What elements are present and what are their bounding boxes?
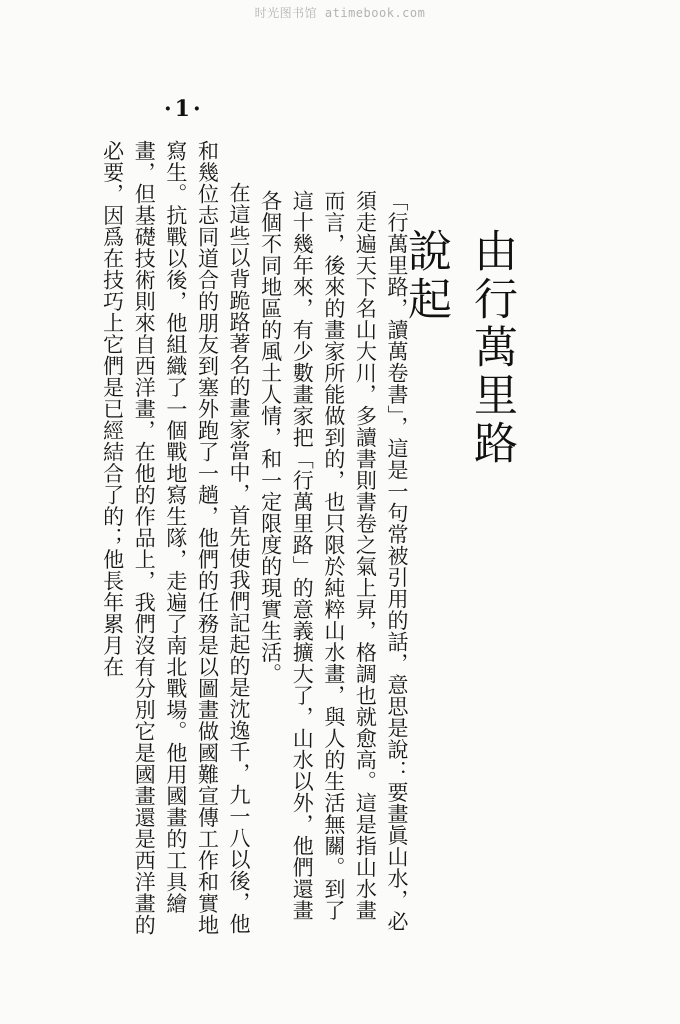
body-text <box>100 140 412 940</box>
paragraph-1: 「行萬里路，讀萬卷書」，這是一句常被引用的話，意思是說：要畫眞山水，必須走遍天下名山大川，多讀書則書卷之氣上昇，格調也就愈高。這是指山水畫而言，後來的畫家所能做到的，也只限於純粹山水畫，與人的生活無關。到了這十幾年來，有少數畫家把「行萬里路」的意義擴大了，山水以外，他們還畫各個不同地區的風土人情，和一定限度的現實生活。 <box>258 190 409 932</box>
page-number: ·1· <box>164 96 204 122</box>
chapter-title: 由行萬里路說起 <box>400 228 517 468</box>
paragraph-2: 在這些以背跪路著名的畫家當中，首先使我們記起的是沈逸千，九一八以後，他和幾位志同道合的朋友到塞外跑了一趟，他們的任務是以圖畫做國難宣傳工作和實地寫生。抗戰以後，他組織了一個戰地寫生隊，走遍了南北戰場。他用國畫的工具繪畫，但基礎技術則來自西洋畫，在他的作品上，我們沒有分別它是國畫還是西洋畫的必要，因爲在技巧上它們是已經結合了的；他長年累月在 <box>100 140 252 936</box>
watermark: 时光图书馆 atimebook.com <box>254 6 426 20</box>
